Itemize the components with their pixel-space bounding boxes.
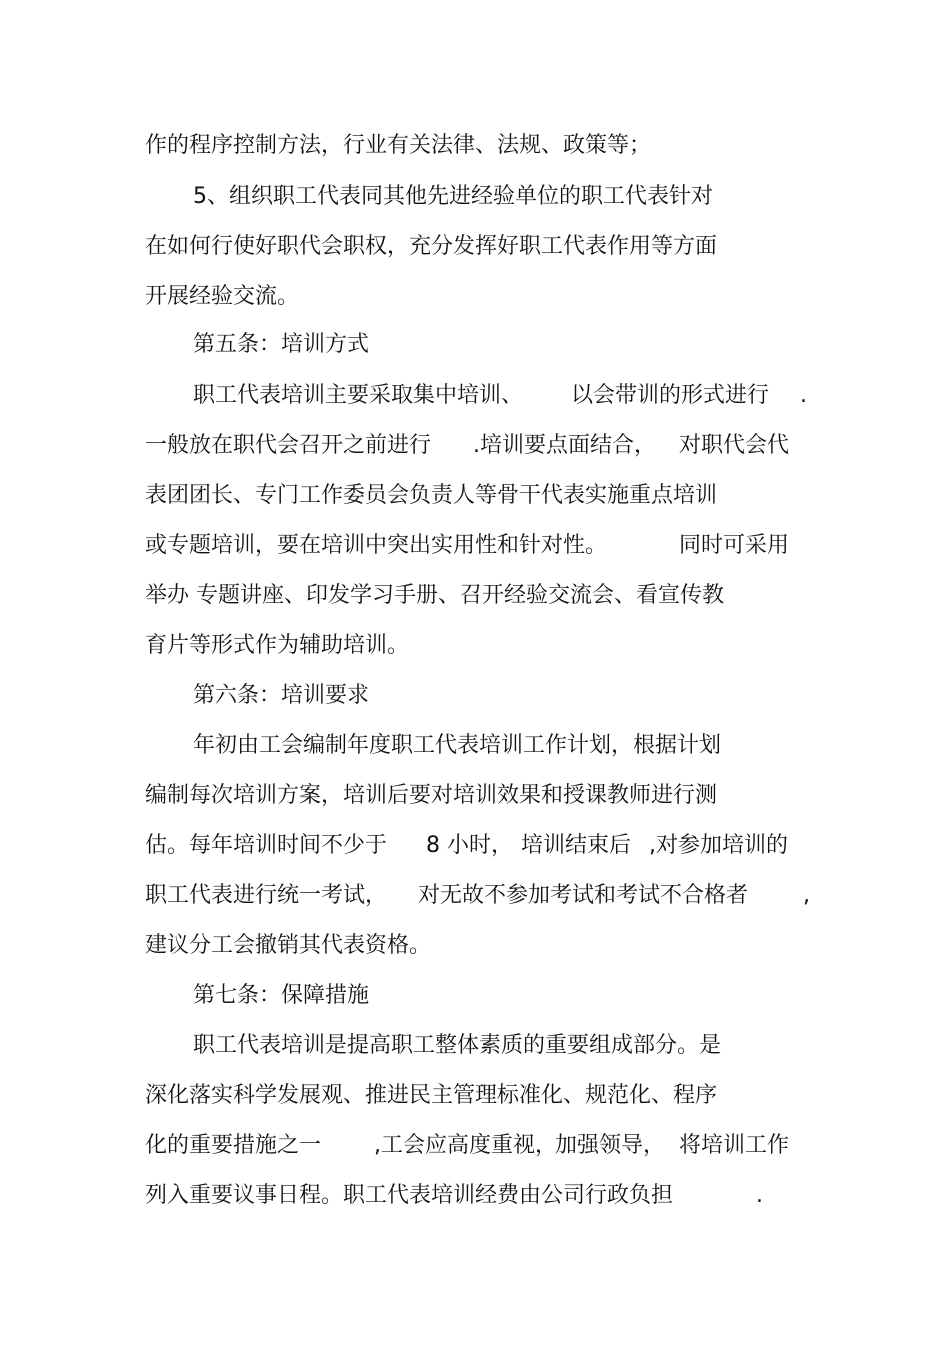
text-line: 8 小时， (426, 833, 513, 858)
text-line: 年初由工会编制年度职工代表培训工作计划，根据计划 (193, 733, 722, 758)
text-line: 列入重要议事日程。职工代表培训经费由公司行政负担 (145, 1183, 674, 1208)
text-line: 开展经验交流。 (145, 284, 300, 309)
text-line: 作的程序控制方法，行业有关法律、法规、政策等； (145, 133, 652, 158)
text-line: 以会带训的形式进行 (571, 383, 770, 408)
text-line: 职工代表培训是提高职工整体素质的重要组成部分。是 (193, 1033, 722, 1058)
text-line: 对无故不参加考试和考试不合格者 (418, 883, 749, 908)
text-line: 职工代表进行统一考试， (145, 883, 388, 908)
text-line: 估。每年培训时间不少于 (145, 833, 388, 858)
section-heading: 第五条：培训方式 (193, 332, 370, 357)
text-line: . (800, 383, 807, 408)
text-line: 对职代会代 (679, 433, 790, 458)
text-line: 一般放在职代会召开之前进行 (145, 433, 432, 458)
text-line: 在如何行使好职代会职权，充分发挥好职工代表作用等方面 (145, 234, 718, 259)
text-line: 或专题培训，要在培训中突出实用性和针对性。 (145, 533, 608, 558)
text-line: 举办 专题讲座、印发学习手册、召开经验交流会、看宣传教 (145, 583, 724, 608)
text-line: 加强领导， (555, 1133, 666, 1158)
text-line: 5、组织职工代表同其他先进经验单位的职工代表针对 (193, 184, 713, 209)
text-line: 化的重要措施之一 (145, 1133, 322, 1158)
text-line: 同时可采用 (679, 533, 790, 558)
text-line: 培训结束后 (521, 833, 632, 858)
text-line: 建议分工会撤销其代表资格。 (145, 933, 432, 958)
text-line: 育片等形式作为辅助培训。 (145, 633, 410, 658)
text-line: 深化落实科学发展观、推进民主管理标准化、规范化、程序 (145, 1083, 718, 1108)
text-line: 将培训工作 (679, 1133, 790, 1158)
text-line: .培训要点面结合， (473, 433, 656, 458)
text-line: ,工会应高度重视， (374, 1133, 557, 1158)
text-line: ,对参加培训的 (649, 833, 788, 858)
text-line: 表团团长、专门工作委员会负责人等骨干代表实施重点培训 (145, 483, 718, 508)
text-line: 编制每次培训方案，培训后要对培训效果和授课教师进行测 (145, 783, 718, 808)
section-heading: 第七条：保障措施 (193, 983, 370, 1008)
text-line: 职工代表培训主要采取集中培训、 (193, 383, 524, 408)
section-heading: 第六条：培训要求 (193, 683, 370, 708)
text-line: . (756, 1183, 763, 1208)
text-line: , (803, 883, 810, 908)
